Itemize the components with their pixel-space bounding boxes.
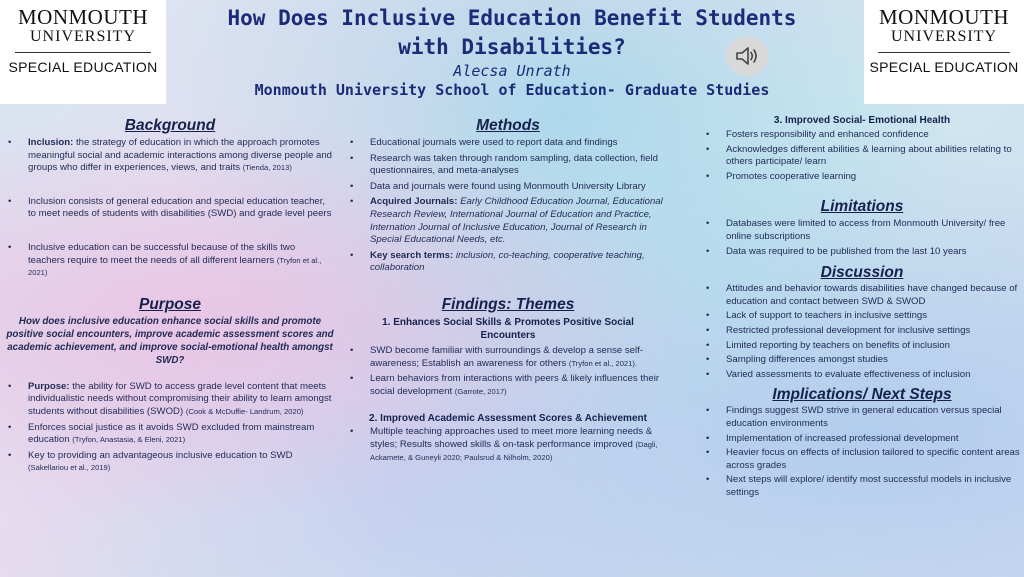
list-item	[704, 405, 1020, 430]
purpose-heading: Purpose	[138, 295, 201, 313]
discussion-heading: Discussion	[820, 264, 904, 282]
list-item-text: Multiple teaching approaches used to meet more learning needs & styles; Results showed skills & on-task performance improved	[370, 426, 653, 450]
list-item	[704, 354, 1020, 367]
research-question: How does inclusive education enhance social skills and promote positive social encounters, improve academic assessment scores and academic achievement, and improve social-emotional health amongst SWD?	[6, 315, 334, 366]
list-item	[6, 381, 334, 419]
methods-heading: Methods	[476, 117, 540, 134]
title-line-1: How Does Inclusive Education Benefit Students	[227, 6, 797, 30]
column-middle	[348, 116, 668, 464]
acquired-journals-list: Early Childhood Education Journal, Educational Research Review, International Journal of Education and Practice, Internation Journal of Inclusive Education, Journal of Research in Special Educational Needs, etc.	[370, 196, 663, 246]
theme-1-list	[348, 345, 668, 398]
citation: (Tryfon et al., 2021).	[568, 358, 638, 368]
discussion-list	[704, 283, 1020, 381]
list-item-text: Inclusion consists of general education and special education teacher, to meet needs of students with disabilities (SWD) and grade level peers	[28, 195, 332, 220]
limitations-heading: Limitations	[820, 198, 904, 216]
theme-2-heading: 2. Improved Academic Assessment Scores & Achievement	[369, 413, 647, 425]
list-item-text: Fosters responsibility and enhanced confidence	[726, 129, 929, 140]
monmouth-logo-left	[0, 0, 166, 104]
title-line-2: with Disabilities?	[398, 35, 626, 59]
list-item	[348, 345, 668, 370]
list-item-text: Sampling differences amongst studies	[726, 354, 888, 366]
logo-line-special-education: SPECIAL EDUCATION	[869, 59, 1019, 75]
citation: (Dagli, Ackamete, & Guneyli 2020; Paulsrud & Nilholm, 2020)	[370, 439, 658, 462]
list-item	[348, 426, 668, 464]
list-item	[348, 153, 668, 178]
list-item-text: Heavier focus on effects of inclusion tailored to specific content areas across grades	[726, 447, 1020, 471]
list-item-text: Research was taken through random sampling, data collection, field questionnaires, and meta-analyses	[370, 152, 658, 177]
list-item	[704, 340, 1020, 353]
logo-line-university: UNIVERSITY	[30, 28, 136, 45]
purpose-definition: the ability for SWD to access grade level content that meets individualistic needs without compromising their ability to learn amongst students without disabilities (SWOD)	[28, 380, 332, 417]
implications-list	[704, 405, 1020, 499]
list-item-text: Inclusive education can be successful because of the skills two teachers require to meet the needs of all different learners	[28, 241, 296, 266]
logo-line-monmouth: MONMOUTH	[879, 5, 1009, 29]
citation: (Sakellariou et al., 2019)	[28, 463, 111, 473]
list-item-text: Lack of support to teachers in inclusive settings	[726, 310, 928, 322]
key-search-terms-list: inclusion, co-teaching, cooperative teaching, collaboration	[370, 249, 645, 274]
list-item-text: Data and journals were found using Monmouth University Library	[370, 180, 646, 192]
citation: (Tienda, 2013)	[242, 163, 292, 173]
theme-1-heading: 1. Enhances Social Skills & Promotes Positive Social Encounters	[382, 316, 634, 341]
limitations-list	[704, 218, 1020, 258]
findings-heading: Findings: Themes	[441, 295, 575, 313]
inclusion-term: Inclusion:	[28, 137, 74, 148]
key-search-terms-term: Key search terms:	[370, 249, 454, 261]
list-item-text: Attitudes and behavior towards disabilities have changed because of education and contact between SWD & SWOD	[726, 283, 1018, 307]
logo-divider	[878, 52, 1009, 53]
list-item	[704, 369, 1020, 382]
list-item	[704, 310, 1020, 323]
list-item	[348, 181, 668, 194]
theme-3-heading: 3. Improved Social- Emotional Health	[773, 115, 951, 126]
methods-list	[348, 137, 668, 275]
list-item-text: Enforces social justice as it avoids SWD excluded from mainstream education	[28, 421, 315, 446]
list-item-text: Acknowledges different abilities & learning about abilities relating to others participate/ learn	[726, 143, 1012, 168]
citation: (Tryfon et al., 2021)	[28, 255, 322, 278]
list-item	[6, 450, 334, 475]
speaker-icon[interactable]	[726, 36, 768, 76]
logo-line-university: UNIVERSITY	[891, 28, 997, 45]
background-heading: Background	[124, 117, 216, 134]
list-item-text: Next steps will explore/ identify most successful models in inclusive settings	[726, 474, 1012, 498]
list-item-text: Restricted professional development for inclusive settings	[726, 324, 971, 336]
theme-2-list	[348, 426, 668, 464]
column-right	[704, 114, 1020, 499]
logo-line-monmouth: MONMOUTH	[18, 5, 148, 29]
list-item	[704, 246, 1020, 259]
column-left	[6, 116, 334, 475]
theme-3-list	[704, 129, 1020, 183]
list-item	[6, 422, 334, 447]
inclusion-definition: the strategy of education in which the approach promotes meaningful social and academic interactions among diverse people and groups who differ in experiences, views, and traits	[28, 137, 332, 174]
list-item-text: Educational journals were used to report data and findings	[370, 137, 618, 148]
list-item	[704, 447, 1020, 472]
implications-heading: Implications/ Next Steps	[772, 386, 952, 404]
list-item	[704, 218, 1020, 243]
list-item-text: Learn behaviors from interactions with peers & likely influences their social development	[370, 373, 660, 397]
list-item-text: Promotes cooperative learning	[726, 170, 857, 182]
purpose-list	[6, 381, 334, 475]
list-item-text: Databases were limited to access from Monmouth University/ free online subscriptions	[726, 218, 1006, 242]
list-item	[6, 242, 334, 280]
list-item-text: Data was required to be published from the last 10 years	[726, 245, 967, 257]
list-item	[704, 433, 1020, 446]
list-item-text: Implementation of increased professional development	[726, 432, 959, 444]
logo-divider	[15, 52, 151, 53]
background-list	[6, 137, 334, 280]
monmouth-logo-right	[864, 0, 1024, 104]
list-item	[704, 171, 1020, 184]
list-item	[348, 373, 668, 398]
citation: (Cook & McDuffie- Landrum, 2020)	[185, 406, 304, 416]
list-item-text: SWD become familiar with surroundings & develop a sense self-awareness; Establish an awareness for others	[370, 344, 644, 369]
list-item	[704, 325, 1020, 338]
list-item	[348, 196, 668, 246]
list-item	[6, 137, 334, 175]
school-name: Monmouth University School of Education- Graduate Studies	[254, 81, 770, 99]
list-item	[348, 250, 668, 275]
citation: (Garrote, 2017)	[454, 386, 507, 396]
speaker-glyph	[734, 45, 760, 67]
list-item	[704, 129, 1020, 142]
list-item-text: Findings suggest SWD strive in general education versus special education environments	[726, 405, 1002, 429]
acquired-journals-term: Acquired Journals:	[370, 196, 458, 208]
list-item	[348, 137, 668, 150]
list-item	[6, 196, 334, 221]
list-item-text: Varied assessments to evaluate effectiveness of inclusion	[726, 368, 971, 380]
list-item-text: Key to providing an advantageous inclusive education to SWD	[28, 449, 293, 461]
list-item	[704, 474, 1020, 499]
list-item-text: Limited reporting by teachers on benefits of inclusion	[726, 339, 950, 351]
author-name: Alecsa Unrath	[453, 62, 571, 80]
list-item	[704, 144, 1020, 169]
purpose-term: Purpose:	[28, 380, 70, 392]
list-item	[704, 283, 1020, 308]
logo-line-special-education: SPECIAL EDUCATION	[8, 59, 158, 75]
citation: (Tryfon, Anastasia, & Eleni, 2021)	[72, 435, 186, 445]
